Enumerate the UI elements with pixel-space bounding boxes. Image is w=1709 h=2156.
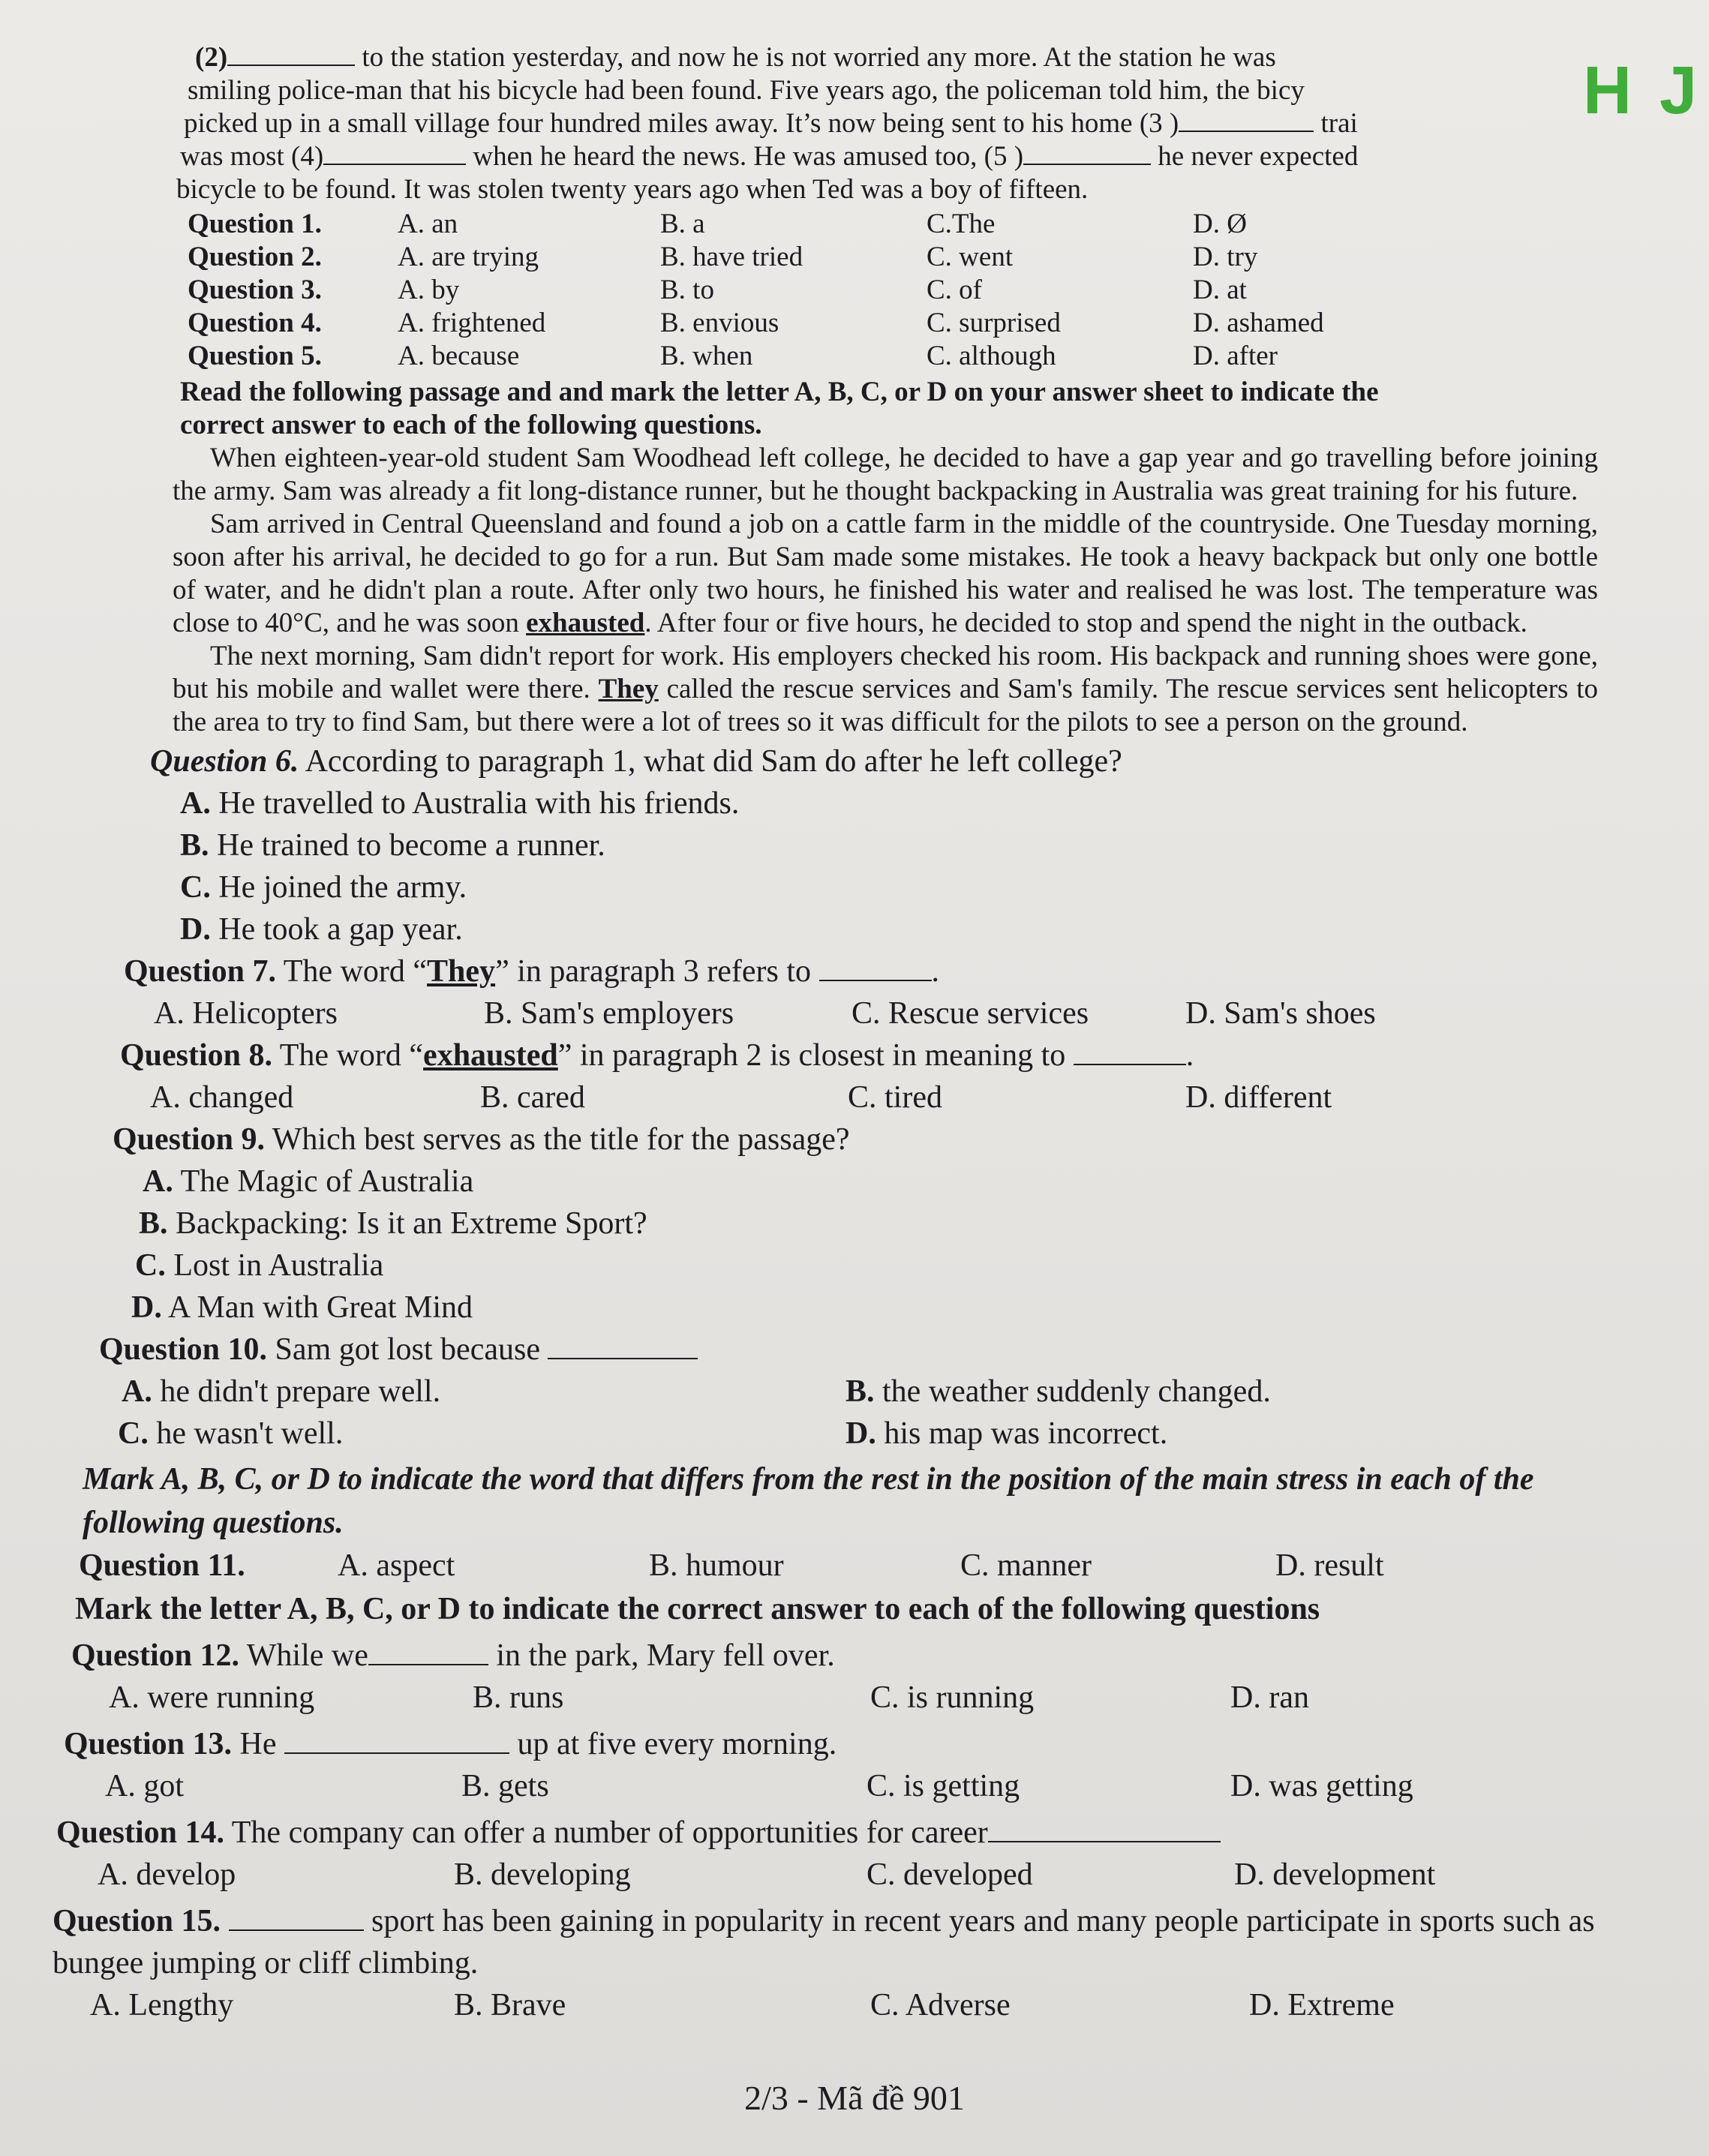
option-b[interactable]: B. a — [660, 209, 705, 239]
answer-blank — [284, 1730, 509, 1754]
question-label: Question 9. — [113, 1122, 266, 1157]
option-d[interactable]: D. He took a gap year. — [180, 912, 463, 947]
passage-text: . After four or five hours, he decided to stop and spend the night in the outback. — [644, 608, 1527, 638]
option-b[interactable]: B. envious — [660, 308, 779, 338]
option-text: Backpacking: Is it an Extreme Sport? — [176, 1206, 647, 1241]
option-b[interactable]: B. runs — [473, 1680, 564, 1715]
option-c[interactable]: C. Rescue services — [851, 996, 1089, 1031]
question-5 — [188, 340, 1658, 373]
option-d[interactable]: D. ashamed — [1193, 308, 1324, 338]
passage-text: The next morning, Sam didn't report for work. His employers checked his room. His backpack and running shoes were gone, but his mobile and wallet were there. — [173, 641, 1598, 704]
question-4 — [188, 307, 1658, 340]
blank-number-2: (2) — [195, 42, 228, 73]
option-c[interactable]: C.The — [927, 209, 996, 239]
option-d[interactable]: D. after — [1193, 341, 1278, 371]
question-text: ” in paragraph 2 is closest in meaning to — [557, 1038, 1066, 1073]
option-a[interactable]: A. were running — [109, 1680, 315, 1715]
cloze-text: was most (4) — [180, 141, 324, 172]
option-text: He took a gap year. — [218, 912, 463, 947]
option-d[interactable]: D. A Man with Great Mind — [131, 1290, 473, 1325]
question-label: Question 6. — [150, 744, 299, 779]
blank-4 — [323, 141, 466, 165]
question-text: According to paragraph 1, what did Sam do after he left college? — [305, 744, 1122, 779]
question-13 — [64, 1723, 1658, 1807]
question-3 — [188, 274, 1658, 307]
option-d[interactable]: D. result — [1275, 1548, 1384, 1583]
question-label: Question 4. — [188, 308, 322, 338]
option-c[interactable]: C. went — [927, 242, 1014, 272]
passage-text: Sam arrived in Central Queensland and found a job on a cattle farm in the middle of the countryside. One Tuesday morning, soon after his arrival, he decided to go for a run. But Sam made some mistakes. He took a heavy backpack but only one bottle of water, and he didn't plan a route. After only two hours, he finished his water and realised he was lost. The temperature was close to 40°C, and he was soon — [173, 509, 1598, 638]
instruction-line: Read the following passage and and mark the letter A, B, C, or D on your answer sheet to indicate the — [180, 377, 1379, 407]
passage-paragraph-1: When eighteen-year-old student Sam Woodhead left college, he decided to have a gap year and go travelling before joining the army. Sam was already a fit long-distance runner, but he thought backpacking in Australia was great training for his future. — [173, 443, 1598, 506]
question-10 — [99, 1329, 1658, 1455]
question-text: up at five every morning. — [517, 1727, 837, 1761]
option-b[interactable]: B. gets — [461, 1769, 549, 1803]
question-text: The company can offer a number of opportunities for career — [231, 1815, 988, 1850]
answer-blank — [819, 957, 932, 981]
option-a[interactable]: A. he didn't prepare well. — [122, 1374, 441, 1409]
cloze-text: to the station yesterday, and now he is not worried any more. At the station he was — [362, 42, 1276, 73]
passage-text: called the rescue services and Sam's family. The rescue services sent helicopters to the area to try to find Sam, but there were a lot of trees so it was difficult for the pilots to see a person on the ground. — [173, 674, 1598, 737]
option-text: he wasn't well. — [156, 1416, 344, 1451]
question-1 — [188, 208, 1658, 241]
option-c[interactable]: C. he wasn't well. — [118, 1416, 344, 1451]
answer-blank — [548, 1335, 698, 1359]
option-c[interactable]: C. although — [927, 341, 1056, 371]
question-14 — [56, 1812, 1658, 1896]
question-text: sport has been gaining in popularity in recent years and many people participate in sports such as bungee jumping or cliff climbing. — [53, 1904, 1595, 1980]
option-d[interactable]: D. at — [1193, 275, 1247, 305]
option-c[interactable]: C. of — [927, 275, 982, 305]
question-text: Which best serves as the title for the passage? — [272, 1122, 850, 1157]
option-a[interactable]: A. Helicopters — [154, 996, 338, 1031]
question-label: Question 3. — [188, 275, 322, 305]
option-d[interactable]: D. was getting — [1230, 1769, 1413, 1803]
blank-2 — [227, 42, 355, 66]
cloze-text: picked up in a small village four hundred miles away. It’s now being sent to his home (3 ) — [184, 108, 1179, 139]
question-8: Question 8. The word “exhausted” in paragraph 2 is closest in meaning to . A. changed B. cared C. tired D. different — [120, 1034, 1658, 1119]
exam-content — [53, 41, 1658, 2026]
highlighted-word: They — [598, 674, 659, 704]
cloze-line-1 — [195, 41, 1545, 74]
option-text: The Magic of Australia — [180, 1164, 474, 1199]
option-b[interactable]: B. Brave — [454, 1988, 566, 2022]
option-a[interactable]: A. aspect — [338, 1548, 455, 1583]
option-text: He joined the army. — [218, 870, 467, 905]
question-text: The word “ — [279, 1038, 424, 1073]
cloze-line-5: bicycle to be found. It was stolen twenty years ago when Ted was a boy of fifteen. — [176, 174, 1089, 205]
option-a[interactable]: A. changed — [150, 1080, 294, 1115]
option-a[interactable]: A. frightened — [398, 308, 546, 338]
question-label: Question 8. — [120, 1038, 273, 1073]
option-c[interactable]: C. Adverse — [870, 1988, 1011, 2022]
option-b[interactable]: B. humour — [649, 1548, 784, 1583]
questions-1-5 — [188, 208, 1658, 373]
option-text: He travelled to Australia with his friends. — [218, 786, 740, 821]
question-6 — [150, 740, 1658, 950]
highlighted-word: exhausted — [526, 608, 645, 638]
option-b[interactable]: B. cared — [480, 1080, 585, 1115]
option-d[interactable]: D. different — [1185, 1080, 1332, 1115]
option-a[interactable]: A. by — [398, 275, 460, 305]
option-text: he didn't prepare well. — [160, 1374, 441, 1409]
answer-blank — [1074, 1041, 1186, 1065]
question-text: The word “ — [283, 954, 428, 989]
option-a[interactable]: A. got — [105, 1769, 184, 1803]
option-a[interactable]: A. He travelled to Australia with his friends. — [180, 786, 740, 821]
option-b[interactable]: B. the weather suddenly changed. — [845, 1374, 1271, 1409]
answer-blank — [229, 1907, 364, 1931]
option-text: Lost in Australia — [173, 1248, 384, 1283]
option-text: his map was incorrect. — [884, 1416, 1168, 1451]
question-label: Question 5. — [188, 341, 322, 371]
blank-5 — [1023, 141, 1151, 165]
option-a[interactable]: A. The Magic of Australia — [143, 1164, 474, 1199]
option-c[interactable]: C. is getting — [867, 1769, 1020, 1803]
cloze-text: when he heard the news. He was amused too, (5 ) — [473, 141, 1024, 172]
question-label: Question 1. — [188, 209, 322, 239]
instruction-line: correct answer to each of the following questions. — [180, 410, 762, 440]
answer-blank — [988, 1818, 1221, 1842]
option-d[interactable]: D. Extreme — [1249, 1988, 1395, 2022]
option-b[interactable]: B. Sam's employers — [484, 996, 734, 1031]
option-a[interactable]: A. because — [398, 341, 520, 371]
option-b[interactable]: B. have tried — [660, 242, 803, 272]
question-label: Question 7. — [124, 954, 277, 989]
option-b[interactable]: B. when — [660, 341, 753, 371]
answer-blank — [368, 1641, 488, 1665]
highlighted-word: They — [427, 954, 496, 989]
option-b[interactable]: B. Backpacking: Is it an Extreme Sport? — [139, 1206, 647, 1241]
option-d[interactable]: D. Sam's shoes — [1185, 996, 1376, 1031]
option-d[interactable]: D. Ø — [1193, 209, 1247, 239]
option-d[interactable]: D. ran — [1230, 1680, 1309, 1715]
option-b[interactable]: B. He trained to become a runner. — [180, 828, 605, 863]
question-text: ” in paragraph 3 refers to — [495, 954, 812, 989]
option-a[interactable]: A. an — [398, 209, 458, 239]
option-a[interactable]: A. develop — [98, 1857, 236, 1892]
question-text: He — [239, 1727, 277, 1761]
question-label: Question 2. — [188, 242, 322, 272]
option-text: the weather suddenly changed. — [882, 1374, 1271, 1409]
option-c[interactable]: C. developed — [867, 1857, 1033, 1892]
option-c[interactable]: C. He joined the army. — [180, 870, 467, 905]
question-text: in the park, Mary fell over. — [496, 1638, 835, 1673]
question-11 — [79, 1545, 1658, 1587]
question-7: Question 7. The word “They” in paragraph 3 refers to . A. Helicopters B. Sam's employers C. Rescue services D. Sam's shoes — [124, 950, 1658, 1034]
option-text: A Man with Great Mind — [168, 1290, 473, 1325]
question-label: Question 11. — [79, 1548, 245, 1583]
reading-passage — [173, 442, 1598, 739]
option-d[interactable]: D. try — [1193, 242, 1258, 272]
option-a[interactable]: A. are trying — [398, 242, 539, 272]
question-15 — [53, 1900, 1658, 2026]
option-b[interactable]: B. to — [660, 275, 714, 305]
question-12 — [71, 1635, 1658, 1719]
cloze-line-2: smiling police-man that his bicycle had been found. Five years ago, the policeman told him, the bicy — [188, 75, 1305, 106]
cloze-passage — [176, 41, 1545, 206]
option-a[interactable]: A. Lengthy — [90, 1988, 234, 2022]
option-c[interactable]: C. surprised — [927, 308, 1061, 338]
cloze-line-4 — [180, 140, 1545, 173]
option-c[interactable]: C. manner — [960, 1548, 1092, 1583]
cloze-text: trai — [1320, 108, 1358, 139]
grammar-instruction: Mark the letter A, B, C, or D to indicate the correct answer to each of the following questions — [75, 1592, 1320, 1626]
stress-instruction: Mark A, B, C, or D to indicate the word that differs from the rest in the position of the main stress in each of the following questions. — [83, 1462, 1534, 1540]
question-label: Question 14. — [56, 1815, 225, 1850]
passage-paragraph-2 — [173, 508, 1598, 640]
option-d[interactable]: D. development — [1234, 1857, 1436, 1892]
option-b[interactable]: B. developing — [454, 1857, 631, 1892]
question-2 — [188, 241, 1658, 274]
highlighted-word: exhausted — [423, 1038, 558, 1073]
option-d[interactable]: D. his map was incorrect. — [845, 1416, 1168, 1451]
option-c[interactable]: C. tired — [848, 1080, 942, 1115]
option-c[interactable]: C. Lost in Australia — [135, 1248, 384, 1283]
stamp-logo: H J — [1582, 53, 1701, 128]
reading-instruction — [180, 376, 1658, 442]
option-text: He trained to become a runner. — [217, 828, 605, 863]
question-text: Sam got lost because — [275, 1332, 540, 1367]
question-9 — [113, 1119, 1658, 1329]
question-text: While we — [246, 1638, 368, 1673]
cloze-text: he never expected — [1158, 141, 1359, 172]
question-label: Question 12. — [71, 1638, 240, 1673]
question-label: Question 13. — [64, 1727, 233, 1761]
blank-3 — [1179, 108, 1314, 132]
page-footer: 2/3 - Mã đề 901 — [744, 2079, 965, 2117]
passage-paragraph-3 — [173, 640, 1598, 739]
question-label: Question 15. — [53, 1904, 221, 1938]
cloze-line-3 — [184, 107, 1545, 140]
option-c[interactable]: C. is running — [870, 1680, 1035, 1715]
question-label: Question 10. — [99, 1332, 268, 1367]
